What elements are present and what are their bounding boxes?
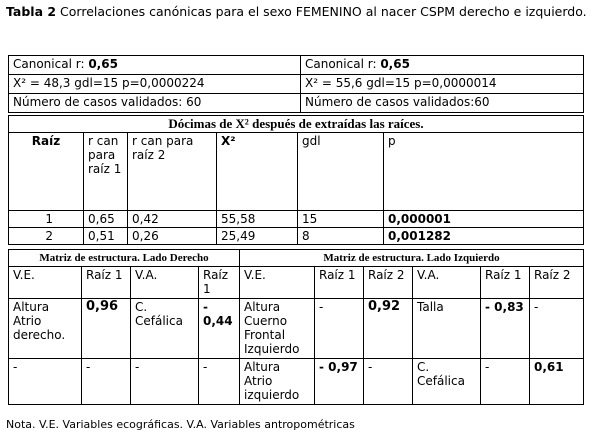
header-rcan2: r can para raíz 2 [128, 133, 217, 211]
header-raiz1-right: Raíz 1 [315, 267, 364, 299]
header-raiz1-left: Raíz 1 [82, 267, 131, 299]
right-canonical-r [301, 56, 584, 75]
structure-matrix-table [8, 249, 584, 405]
cell: 8 [298, 228, 384, 245]
header-va-right: V.A. [413, 267, 481, 299]
table-caption [6, 3, 594, 20]
cell: 55,58 [217, 211, 298, 228]
left-canonical-r [9, 56, 301, 75]
cell: Altura Cuerno Frontal Izquierdo [240, 299, 315, 359]
header-raiz: Raíz [9, 133, 84, 211]
header-p: p [384, 133, 584, 211]
cell: - [481, 359, 530, 405]
cell: 0,001282 [384, 228, 584, 245]
cell: Altura Atrio izquierdo [240, 359, 315, 405]
header-va-left: V.A. [131, 267, 199, 299]
left-cases: Número de casos validados: 60 [9, 94, 301, 113]
cell: C. Cefálica [131, 299, 199, 359]
cell: 25,49 [217, 228, 298, 245]
cell: 0,92 [364, 299, 413, 359]
header-ve-right: V.E. [240, 267, 315, 299]
canonical-summary-table [8, 55, 584, 113]
header-chi: X² [217, 133, 298, 211]
right-chi-square: X² = 55,6 gdl=15 p=0,0000014 [301, 75, 584, 94]
caption-text: Correlaciones canónicas para el sexo FEMENINO al nacer CSPM derecho e izquierdo. [56, 4, 587, 19]
table-row [9, 228, 584, 245]
cell: 0,65 [84, 211, 128, 228]
table-label: Tabla 2 [6, 4, 57, 19]
cell: 0,96 [82, 299, 131, 359]
right-r-label: Canonical r: [305, 57, 381, 71]
cell: - [530, 299, 584, 359]
header-raiz2-right: Raíz 2 [364, 267, 413, 299]
cell: - 0,97 [315, 359, 364, 405]
docimas-title: Dócimas de X² después de extraídas las raíces. [9, 116, 584, 133]
docimas-table [8, 115, 584, 245]
cell: - [364, 359, 413, 405]
cell: - [82, 359, 131, 405]
cell: 0,26 [128, 228, 217, 245]
cell: 0,000001 [384, 211, 584, 228]
left-r-label: Canonical r: [13, 57, 89, 71]
cell: 2 [9, 228, 84, 245]
cell: 15 [298, 211, 384, 228]
header-raiz2-right-va: Raíz 2 [530, 267, 584, 299]
cell: 1 [9, 211, 84, 228]
header-gdl: gdl [298, 133, 384, 211]
cell: Talla [413, 299, 481, 359]
header-rcan1: r can para raíz 1 [84, 133, 128, 211]
header-raiz1-right-va: Raíz 1 [481, 267, 530, 299]
cell: - [9, 359, 82, 405]
left-matrix-title: Matriz de estructura. Lado Derecho [9, 250, 240, 267]
cell: - [199, 359, 240, 405]
cell: - [315, 299, 364, 359]
cell: 0,61 [530, 359, 584, 405]
right-matrix-title: Matriz de estructura. Lado Izquierdo [240, 250, 584, 267]
cell: 0,51 [84, 228, 128, 245]
cell: - 0,83 [481, 299, 530, 359]
cell: - [131, 359, 199, 405]
cell: C. Cefálica [413, 359, 481, 405]
table-row [9, 211, 584, 228]
cell: Altura Atrio derecho. [9, 299, 82, 359]
left-chi-square: X² = 48,3 gdl=15 p=0,0000224 [9, 75, 301, 94]
cell: - 0,44 [199, 299, 240, 359]
table-row [9, 359, 584, 405]
table-note: Nota. V.E. Variables ecográficas. V.A. Variables antropométricas [6, 418, 355, 431]
header-ve-left: V.E. [9, 267, 82, 299]
right-r-value: 0,65 [380, 57, 410, 71]
table-row [9, 299, 584, 359]
left-r-value: 0,65 [88, 57, 118, 71]
right-cases: Número de casos validados:60 [301, 94, 584, 113]
header-raiz1-left-va: Raíz 1 [199, 267, 240, 299]
cell: 0,42 [128, 211, 217, 228]
